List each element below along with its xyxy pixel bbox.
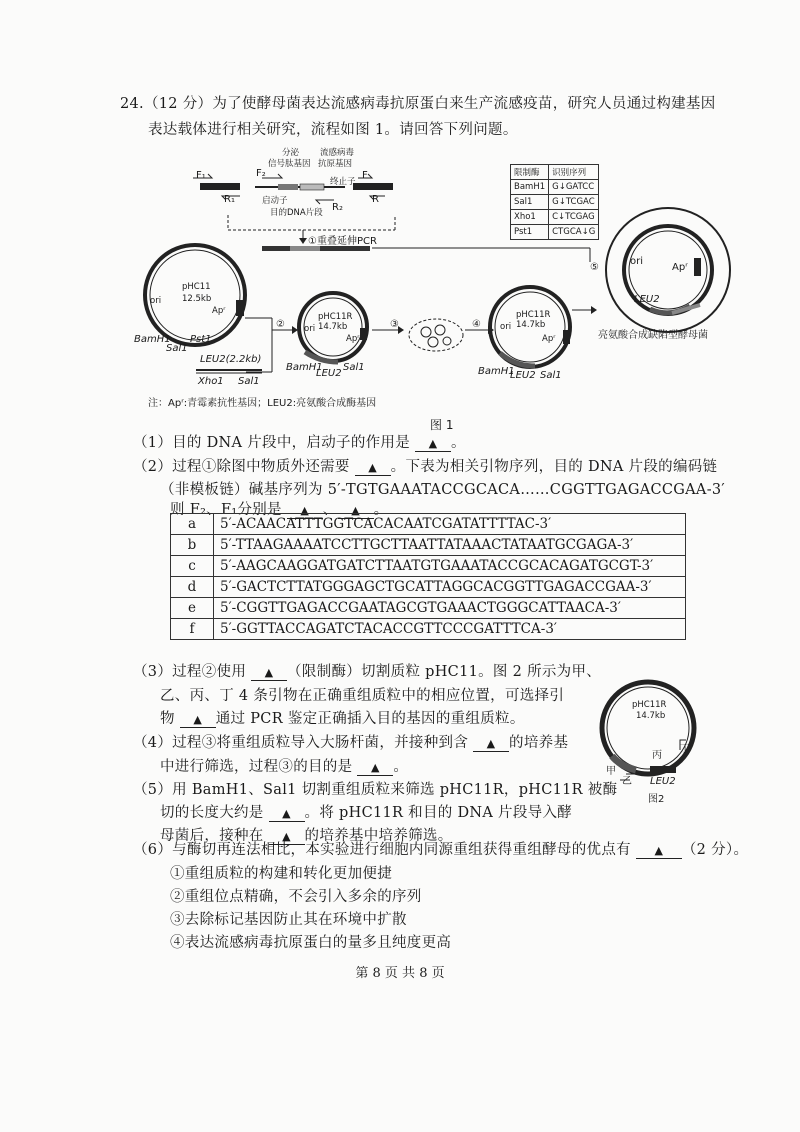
figure2-ding: 丁 [680, 744, 690, 755]
fragment-left [200, 183, 240, 190]
q6-answer-blank[interactable]: ▲ [636, 842, 682, 859]
q5-answer-blank-1[interactable]: ▲ [269, 805, 305, 822]
table-row: d 5′-GACTCTTATGGGAGCTGCATTAGGCACGGTTGAGACCGAA-3′ [171, 577, 686, 598]
q4-answer-blank-1[interactable]: ▲ [473, 735, 509, 752]
figure2-caption: 图2 [648, 794, 665, 805]
figure2-jia: 甲 [606, 766, 616, 777]
q1-answer-blank[interactable]: ▲ [415, 435, 451, 452]
q6-line: （6）与酶切再连法相比，本实验进行细胞内同源重组获得重组酵母的优点有 ▲ （2 分）。 [133, 842, 749, 858]
label-step5: ⑤ [590, 262, 599, 273]
q1-line: （1）目的 DNA 片段中，启动子的作用是 ▲ 。 [133, 435, 466, 451]
q3-answer-blank-1[interactable]: ▲ [251, 664, 287, 681]
table-row: f 5′-GGTTACCAGATCTACACCGTTCCCGATTTCA-3′ [171, 619, 686, 640]
label-ori-yeast: ori [630, 256, 644, 267]
label-signal2: 信号肽基因 [268, 159, 311, 169]
enzyme-table: 限制酶 识别序列 BamH1 G↓GATCC Sal1 G↓TCGAC Xho1 C↓TCGAG Pst1 CTGCA↓G [510, 164, 599, 240]
label-signal: 分泌 [282, 148, 300, 158]
label-plasmid1-size: 12.5kb [182, 294, 212, 304]
page-footer: 第 8 页 共 8 页 [355, 966, 445, 981]
label-step1: ①重叠延伸PCR [308, 236, 377, 247]
figure2-yi: 乙 [622, 776, 632, 787]
question-intro-line2: 表达载体进行相关研究，流程如图 1。请回答下列问题。 [148, 122, 518, 138]
q6-option-4: ④表达流感病毒抗原蛋白的量多且纯度更高 [170, 935, 452, 951]
label-antigen2: 抗原基因 [318, 159, 353, 169]
label-antigen: 流感病毒 [320, 148, 355, 158]
label-F2: F₂ [256, 168, 266, 179]
table-row: b 5′-TTAAGAAAATCCTTGCTTAATTATAAACTATAATGCGAGA-3′ [171, 535, 686, 556]
figure2-leu2: LEU2 [650, 776, 676, 787]
fragment-right [353, 183, 393, 190]
q2-answer-blank-3[interactable]: ▲ [338, 502, 374, 519]
q4-answer-blank-2[interactable]: ▲ [357, 759, 393, 776]
q4-line1: （4）过程③将重组质粒导入大肠杆菌，并接种到含 ▲ 的培养基 [133, 735, 569, 751]
q5-line1: （5）用 BamH1、Sal1 切割重组质粒来筛选 pHC11R，pHC11R 被酶 [133, 782, 618, 798]
figure2-diagram [590, 670, 710, 810]
label-R2: R₂ [332, 202, 343, 213]
q6-option-2: ②重组位点精确，不会引入多余的序列 [170, 889, 422, 905]
figure2-name: pHC11R [632, 700, 667, 710]
q6-option-1: ①重组质粒的构建和转化更加便捷 [170, 866, 392, 882]
label-R1: R₁ [224, 194, 235, 205]
label-leu2-frag: LEU2(2.2kb) [200, 354, 262, 365]
q5-line3: 母菌后，接种在 ▲ 的培养基中培养筛选。 [160, 828, 453, 844]
q2-line3: 则 F₂、F₁分别是 ▲ 、 ▲ 。 [170, 502, 389, 518]
antigen-block [300, 184, 324, 190]
table-row: c 5′-AAGCAAGGATGATCTTAATGTGAAATACCGCACAGATGCGT-3′ [171, 556, 686, 577]
label-target-dna: 目的DNA片段 [270, 208, 323, 218]
signal-peptide-block [278, 184, 298, 190]
label-bamh1-1: BamH1 [134, 334, 171, 345]
figure1-caption: 图 1 [430, 418, 454, 432]
label-yeast: 亮氨酸合成缺陷型酵母菌 [598, 330, 708, 341]
q3-line1: （3）过程②使用 ▲ （限制酶）切割质粒 pHC11。图 2 所示为甲、 [133, 664, 602, 680]
q2-answer-blank-2[interactable]: ▲ [287, 502, 323, 519]
q4-line2: 中进行筛选，过程③的目的是 ▲ 。 [160, 759, 409, 775]
label-plasmid1-name: pHC11 [182, 282, 211, 292]
q3-answer-blank-2[interactable]: ▲ [180, 711, 216, 728]
q3-line3: 物 ▲ 通过 PCR 鉴定正确插入目的基因的重组质粒。 [160, 711, 525, 727]
figure2-size: 14.7kb [636, 711, 666, 721]
q6-option-3: ③去除标记基因防止其在环境中扩散 [170, 912, 407, 928]
q2-answer-blank-1[interactable]: ▲ [355, 459, 391, 476]
primer-table [170, 513, 686, 640]
q2-line1: （2）过程①除图中物质外还需要 ▲ 。下表为相关引物序列，目的 DNA 片段的编码链 [133, 459, 718, 475]
q3-line2: 乙、丙、丁 4 条引物在正确重组质粒中的相应位置，可选择引 [160, 688, 565, 704]
q2-line2: （非模板链）碱基序列为 5′-TGTGAAATACCGCACA……CGGTTGAGACCGAA-3′ [160, 482, 726, 498]
q5-answer-blank-2[interactable]: ▲ [269, 828, 305, 845]
table-row: e 5′-CGGTTGAGACCGAATAGCGTGAAACTGGGCATTAACA-3′ [171, 598, 686, 619]
q5-line2: 切的长度大约是 ▲ 。将 pHC11R 和目的 DNA 片段导入酵 [160, 805, 573, 821]
question-intro-line1: 24.（12 分）为了使酵母菌表达流感病毒抗原蛋白来生产流感疫苗，研究人员通过构建基因 [120, 96, 716, 112]
label-promoter: 启动子 [262, 196, 288, 206]
table-row: a 5′-ACAACATTTGGTCACACAATCGATATTTTAC-3′ [171, 514, 686, 535]
label-F1: F₁ [196, 170, 206, 181]
figure1-note: 注：Apʳ:青霉素抗性基因；LEU2:亮氨酸合成酶基因 [148, 398, 377, 409]
label-terminator: 终止子 [330, 177, 356, 187]
figure2-bing: 丙 [652, 750, 662, 761]
